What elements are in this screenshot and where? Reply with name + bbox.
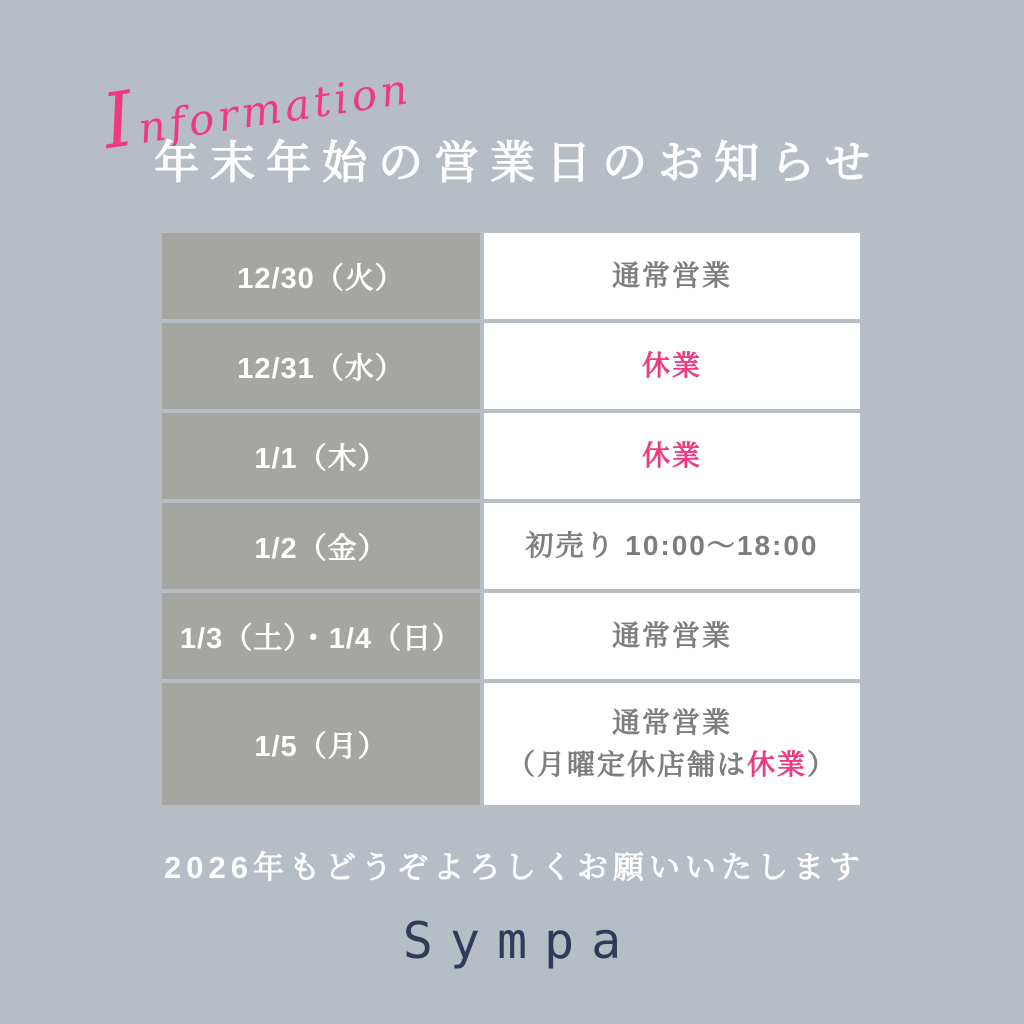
table-row xyxy=(162,503,860,589)
date-cell: 1/1（木） xyxy=(162,413,480,499)
status-line-2-prefix: （月曜定休店舗は xyxy=(506,749,747,780)
date-cell: 12/30（火） xyxy=(162,233,480,319)
status-cell: 休業 xyxy=(484,323,860,409)
date-cell: 1/5（月） xyxy=(162,683,480,805)
table-row xyxy=(162,683,860,805)
sympa-logo: Sympa xyxy=(402,912,639,970)
table-row xyxy=(162,323,860,409)
status-cell: 休業 xyxy=(484,413,860,499)
status-line-2-highlight: 休業 xyxy=(746,749,807,780)
table-row xyxy=(162,413,860,499)
status-line-2-suffix: ） xyxy=(807,749,838,780)
status-cell: 通常営業 xyxy=(484,233,860,319)
status-line-2 xyxy=(507,744,837,786)
schedule-table xyxy=(162,233,860,805)
date-cell: 1/3（土）・1/4（日） xyxy=(162,593,480,679)
status-line-1: 通常営業 xyxy=(611,707,732,738)
status-cell: 初売り 10:00〜18:00 xyxy=(484,503,860,589)
date-cell: 12/31（水） xyxy=(162,323,480,409)
status-cell: 通常営業 xyxy=(484,593,860,679)
date-cell: 1/2（金） xyxy=(162,503,480,589)
table-row xyxy=(162,233,860,319)
status-cell xyxy=(484,683,860,805)
new-year-greeting: 2026年もどうぞよろしくお願いいたします xyxy=(164,850,865,885)
information-script-label: Information xyxy=(96,64,415,167)
table-row xyxy=(162,593,860,679)
page-title: 年末年始の営業日のお知らせ xyxy=(154,137,881,188)
